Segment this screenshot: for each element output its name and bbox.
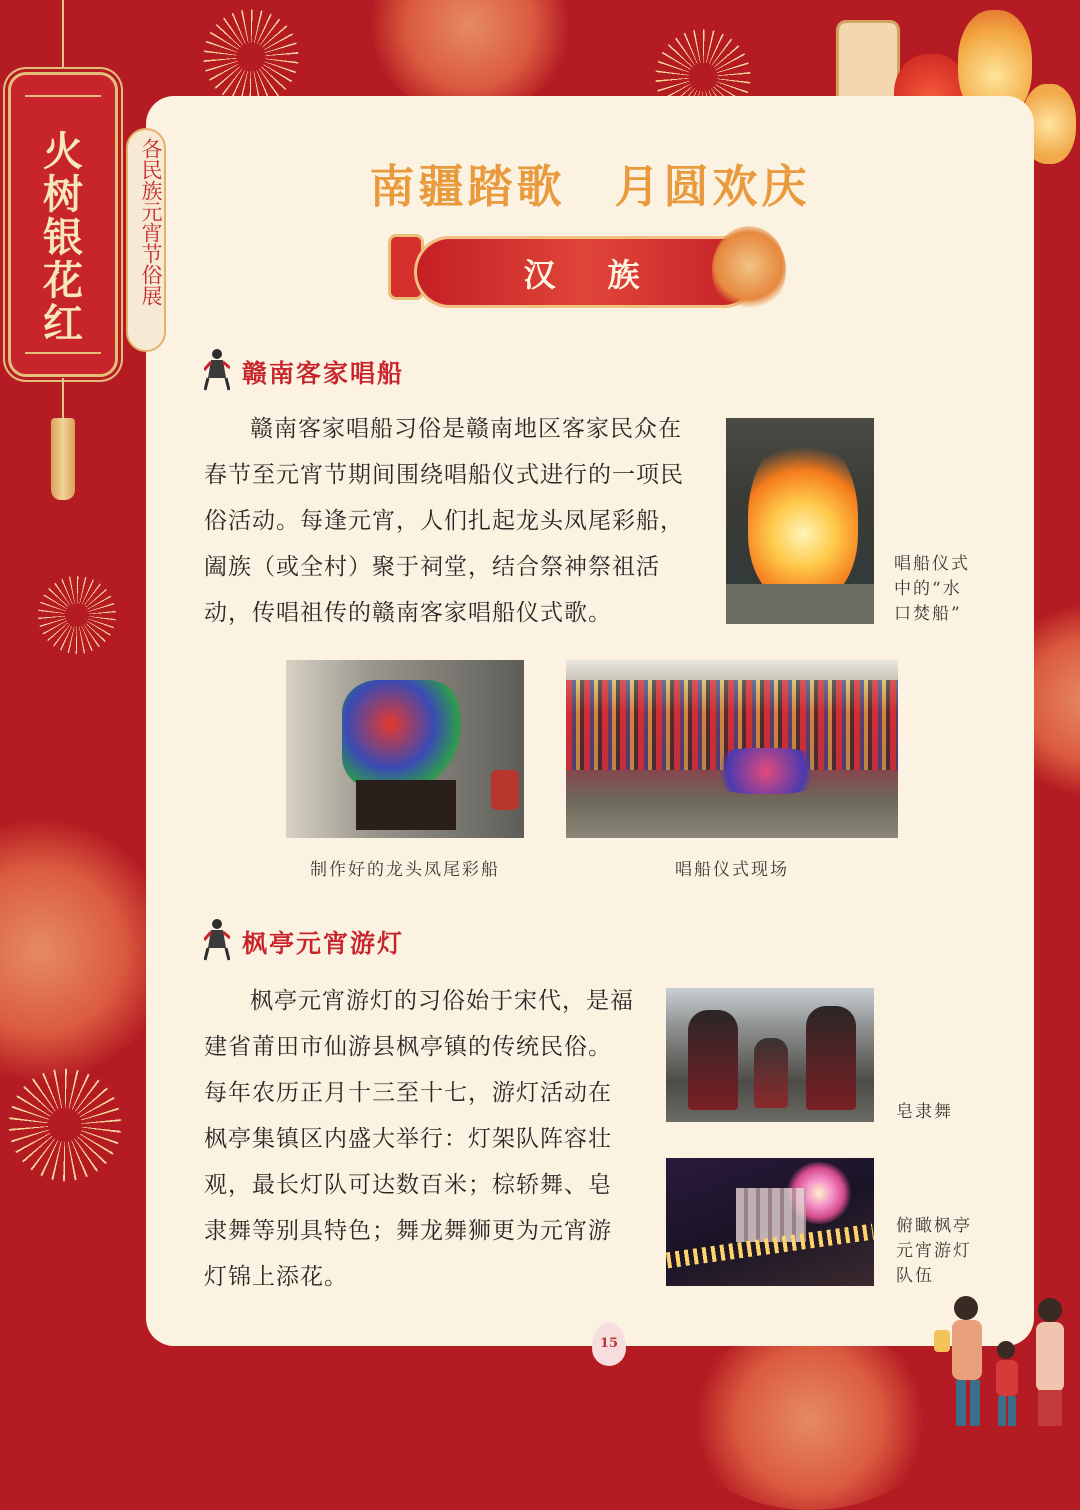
ground-shape [726,584,874,624]
section-paragraph: 枫亭元宵游灯的习俗始于宋代，是福建省莆田市仙游县枫亭镇的传统民俗。每年农历正月十三至十七，游灯活动在枫亭集镇区内盛大举行：灯架队阵容壮观，最长灯队可达数百米；棕轿舞、皂隶舞等别具特色；舞龙舞狮更为元宵游灯锦上添花。 [204,988,634,1290]
boat-burning-photo [726,418,874,624]
section-heading: 赣南客家唱船 [242,359,405,388]
boat-decoration-shape [342,680,462,790]
firework-decoration [0,1060,130,1190]
photo-caption [896,1214,986,1289]
tassel-cord [62,378,64,418]
section-heading: 枫亭元宵游灯 [242,929,405,958]
table-shape [356,780,456,830]
page-title: 南疆踏歌 月圆欢庆 [369,160,811,213]
dragon-boat-shape [706,748,826,794]
caption-line: 俯瞰枫亭 [896,1216,972,1236]
dancer-shape [806,1006,856,1110]
photo-caption: 唱船仪式现场 [675,860,789,880]
ethnic-group-banner [414,236,759,308]
peony-decoration [680,1330,940,1510]
caption-line: 唱船仪式 [894,554,970,574]
photo-caption: 制作好的龙头凤尾彩船 [310,860,500,880]
firework-decoration [32,570,122,660]
section-paragraph: 赣南客家唱船习俗是赣南地区客家民众在春节至元宵节期间围绕唱船仪式进行的一项民俗活动。每逢元宵，人们扎起龙头凤尾彩船，阖族（或全村）聚于祠堂，结合祭神祭祖活动，传唱祖传的赣南客家唱船仪式歌。 [204,416,684,626]
dancer-shape [688,1010,738,1110]
lantern-parade-aerial-photo [666,1158,874,1286]
banner-ornament [25,95,101,97]
fire-shape [748,432,858,602]
subtitle-text: 各民族元宵节俗展 [139,138,163,306]
family-illustration-icon [928,1290,1076,1430]
banner-title: 火树银花红 [43,129,83,347]
subtitle-pill [126,128,166,352]
peony-decoration [0,820,170,1080]
caption-line: 中的“水 [894,579,962,599]
dancer-icon [204,918,230,962]
caption-line: 队伍 [896,1266,934,1286]
caption-line: 口焚船” [894,604,962,624]
peony-decoration [360,0,580,110]
zaoli-dance-photo [666,988,874,1122]
drum-shape [491,770,519,810]
caption-line: 元宵游灯 [896,1241,972,1261]
ethnic-group-label: 汉 族 [523,256,650,294]
photo-caption [894,552,984,627]
dancer-icon [204,348,230,392]
banner-ornament [25,352,101,354]
photo-caption: 皂隶舞 [896,1102,953,1122]
page-number: 15 [592,1322,626,1366]
banner-string [62,0,64,80]
ceremony-crowd-photo [566,660,898,838]
content-card [146,96,1034,1346]
dancer-shape [754,1038,788,1108]
title-banner [8,72,118,377]
dragon-ornament-icon [712,226,786,314]
tassel-icon [51,418,75,500]
dragon-boat-photo [286,660,524,838]
